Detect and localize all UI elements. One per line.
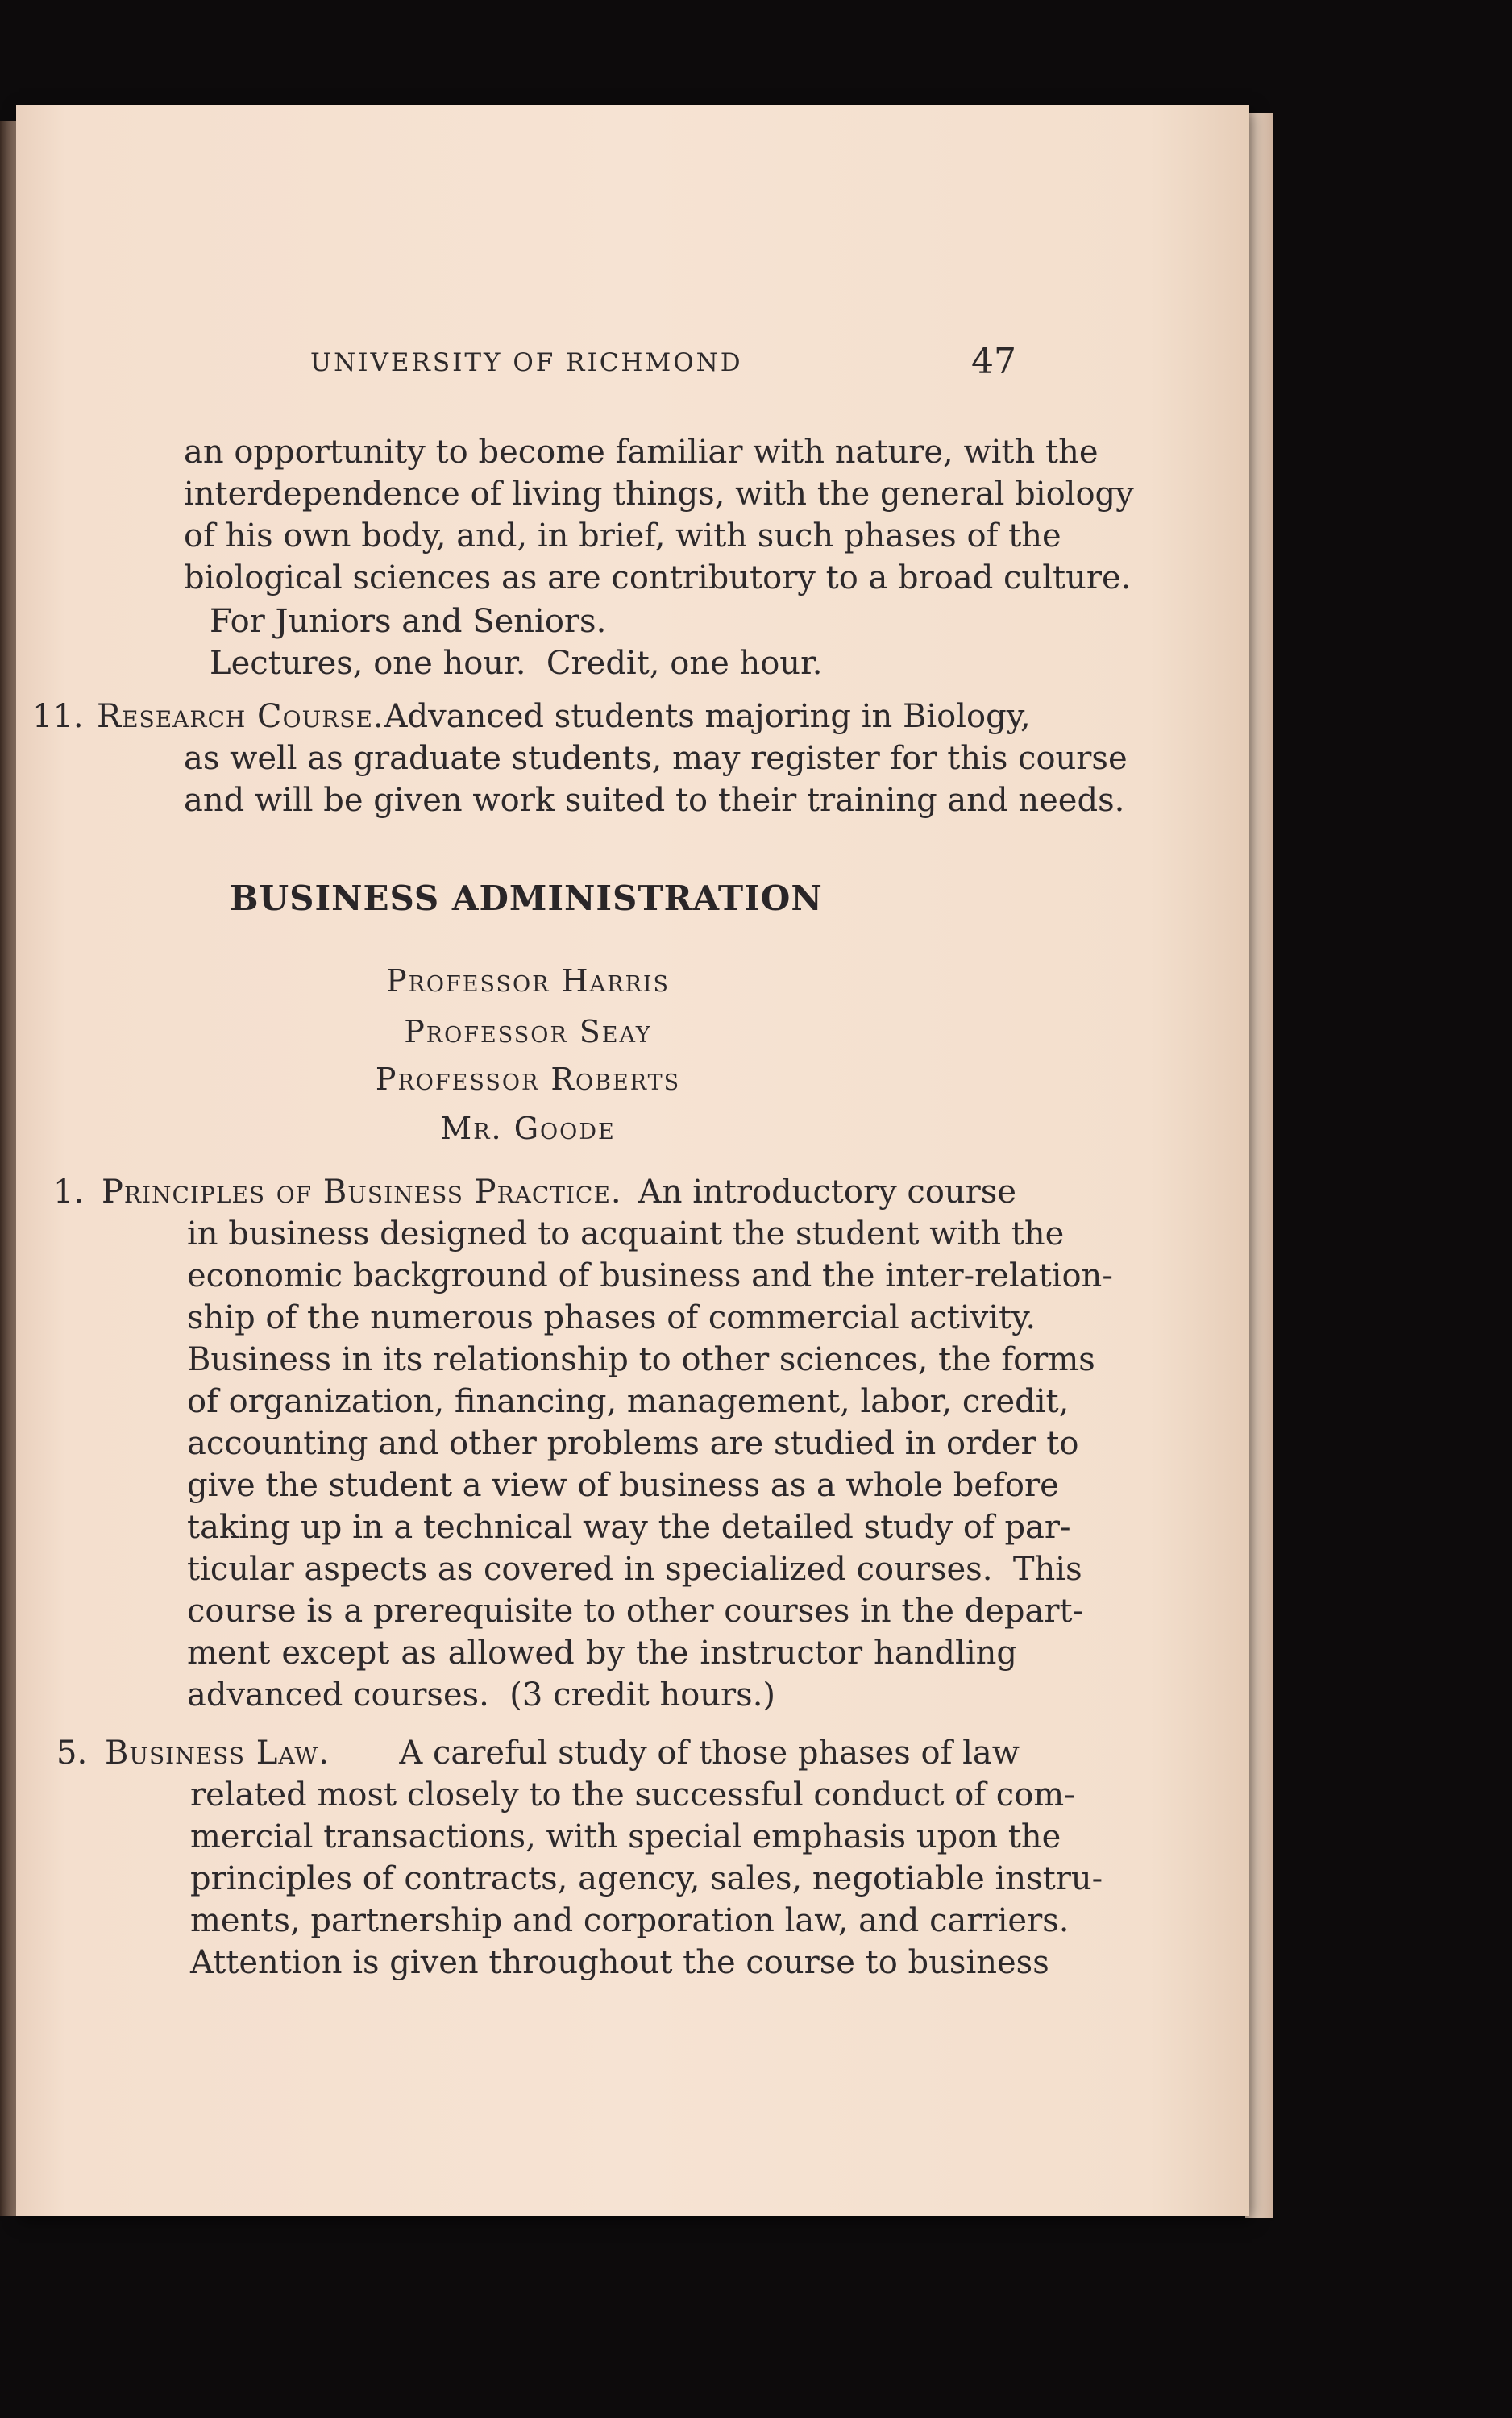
course-text: economic background of business and the inter-relation- bbox=[187, 1257, 1113, 1294]
course-text: mercial transactions, with special emphasis upon the bbox=[190, 1818, 1061, 1855]
course-text: in business designed to acquaint the student with the bbox=[187, 1215, 1065, 1253]
course-5-first-line bbox=[105, 1735, 1020, 1772]
course-text: Attention is given throughout the course to business bbox=[190, 1944, 1049, 1981]
course-title: Principles of Business Practice. bbox=[102, 1174, 622, 1211]
course-11-first-line bbox=[97, 698, 1031, 735]
course-text: and will be given work suited to their training and needs. bbox=[184, 782, 1125, 819]
faculty-name: Mr. Goode bbox=[440, 1111, 616, 1146]
continuation-line: of his own body, and, in brief, with such phases of the bbox=[184, 517, 1061, 555]
course-text: ments, partnership and corporation law, and carriers. bbox=[190, 1902, 1070, 1939]
running-head: UNIVERSITY OF RICHMOND bbox=[310, 348, 743, 377]
course-1-first-line bbox=[102, 1174, 1016, 1211]
continuation-line: an opportunity to become familiar with nature, with the bbox=[184, 434, 1099, 471]
course-title: Research Course. bbox=[97, 698, 384, 735]
course-number: 11. bbox=[32, 698, 84, 735]
course-text: A careful study of those phases of law bbox=[399, 1735, 1020, 1772]
audience-line: For Juniors and Seniors. bbox=[210, 603, 607, 640]
course-text: of organization, financing, management, labor, credit, bbox=[187, 1383, 1070, 1420]
section-heading: BUSINESS ADMINISTRATION bbox=[230, 879, 823, 918]
course-title: Business Law. bbox=[105, 1735, 330, 1772]
book-page bbox=[16, 105, 1249, 2216]
course-text: course is a prerequisite to other courses in the depart- bbox=[187, 1593, 1084, 1630]
course-text: related most closely to the successful conduct of com- bbox=[190, 1776, 1075, 1814]
course-text: give the student a view of business as a whole before bbox=[187, 1467, 1059, 1504]
page-number: 47 bbox=[971, 341, 1016, 382]
continuation-line: interdependence of living things, with the general biology bbox=[184, 476, 1134, 513]
course-text: principles of contracts, agency, sales, negotiable instru- bbox=[190, 1860, 1103, 1897]
course-number: 1. bbox=[53, 1174, 85, 1211]
course-text: accounting and other problems are studied in order to bbox=[187, 1425, 1079, 1462]
course-text: ship of the numerous phases of commercial activity. bbox=[187, 1299, 1036, 1336]
lectures-line: Lectures, one hour. Credit, one hour. bbox=[210, 645, 823, 682]
course-text: ticular aspects as covered in specialized courses. This bbox=[187, 1551, 1082, 1588]
faculty-name: Professor Harris bbox=[386, 963, 670, 999]
course-text: Advanced students majoring in Biology, bbox=[384, 698, 1031, 735]
continuation-line: biological sciences as are contributory to a broad culture. bbox=[184, 559, 1132, 596]
page-stack-edge bbox=[1245, 113, 1273, 2218]
course-text: ment except as allowed by the instructor handling bbox=[187, 1635, 1017, 1672]
course-text: An introductory course bbox=[638, 1174, 1016, 1211]
faculty-name: Professor Seay bbox=[404, 1014, 652, 1049]
course-text: as well as graduate students, may register for this course bbox=[184, 740, 1128, 777]
faculty-name: Professor Roberts bbox=[375, 1062, 681, 1097]
course-text: taking up in a technical way the detailed study of par- bbox=[187, 1509, 1071, 1546]
course-text: Business in its relationship to other sciences, the forms bbox=[187, 1341, 1095, 1378]
course-text: advanced courses. (3 credit hours.) bbox=[187, 1676, 776, 1714]
course-number: 5. bbox=[56, 1735, 88, 1772]
